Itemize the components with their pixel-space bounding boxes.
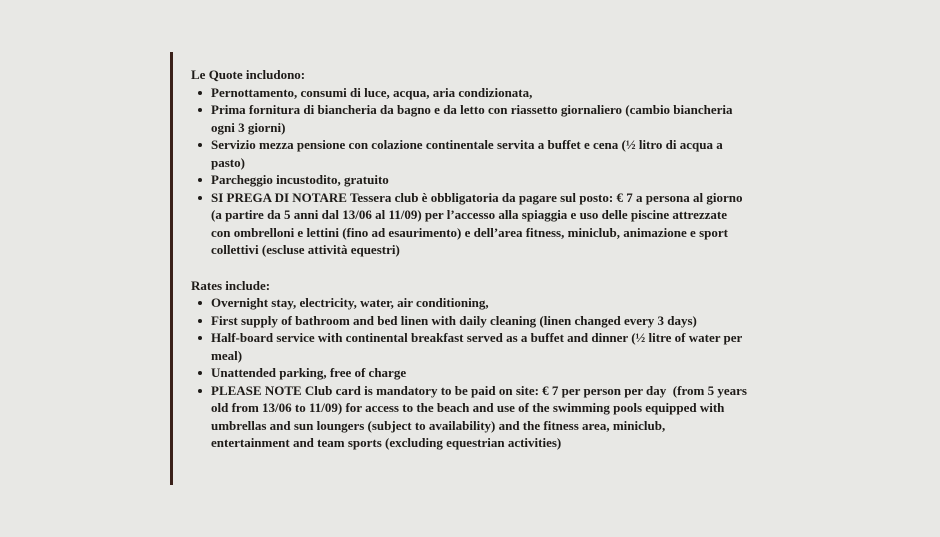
list-item-text: Unattended parking, free of charge [211, 365, 407, 380]
list-item [191, 101, 747, 136]
bullet-icon [198, 371, 202, 375]
bullet-list-english [191, 294, 751, 452]
list-item-text: PLEASE NOTE Club card is mandatory to be paid on site: € 7 per person per day (from 5 years old from 13/06 to 11/09) for access to the beach and use of the swimming pools equipped with umbrellas and sun loungers (subject to availability) and the fitness area, miniclub, entertainment and team sports (excluding equestrian activities) [211, 382, 751, 450]
list-item-text: Overnight stay, electricity, water, air conditioning, [211, 295, 489, 310]
list-item [191, 382, 751, 452]
list-item [191, 136, 747, 171]
section-heading-english: Rates include: [191, 277, 271, 293]
list-item-text: Parcheggio incustodito, gratuito [211, 172, 389, 187]
section-english-rates [191, 277, 751, 452]
bullet-icon [198, 389, 202, 393]
bullet-icon [198, 301, 202, 305]
list-item [191, 189, 747, 259]
list-item [191, 84, 747, 102]
bullet-icon [198, 91, 202, 95]
list-item [191, 312, 747, 330]
bullet-icon [198, 143, 202, 147]
section-italian-quote [191, 66, 747, 259]
list-item [191, 364, 747, 382]
bullet-icon [198, 196, 202, 200]
bullet-icon [198, 108, 202, 112]
left-border-rule [170, 52, 173, 485]
list-item-text: Half-board service with continental breakfast served as a buffet and dinner (½ litre of water per meal) [211, 330, 746, 363]
list-item-text: Servizio mezza pensione con colazione continentale servita a buffet e cena (½ litro di acqua a pasto) [211, 137, 726, 170]
list-item [191, 294, 747, 312]
bullet-icon [198, 178, 202, 182]
bullet-icon [198, 319, 202, 323]
list-item-text: Prima fornitura di biancheria da bagno e da letto con riassetto giornaliero (cambio biancheria ogni 3 giorni) [211, 102, 736, 135]
list-item [191, 329, 747, 364]
bullet-list-italian [191, 84, 747, 259]
list-item-text: First supply of bathroom and bed linen with daily cleaning (linen changed every 3 days) [211, 312, 697, 328]
document-content [191, 66, 751, 470]
bullet-icon [198, 336, 202, 340]
section-heading-italian: Le Quote includono: [191, 67, 306, 82]
list-item-text: SI PREGA DI NOTARE Tessera club è obbligatoria da pagare sul posto: € 7 a persona al giorno (a partire da 5 anni dal 13/06 al 11/09) per l’accesso alla spiaggia e uso delle piscine attrezzate con ombrelloni e lettini (fino ad esaurimento) e dell’area fitness, miniclub, animazione e sport collettivi (escluse attività equestri) [211, 189, 746, 257]
list-item-text: Pernottamento, consumi di luce, acqua, aria condizionata, [211, 84, 533, 100]
list-item [191, 171, 747, 189]
